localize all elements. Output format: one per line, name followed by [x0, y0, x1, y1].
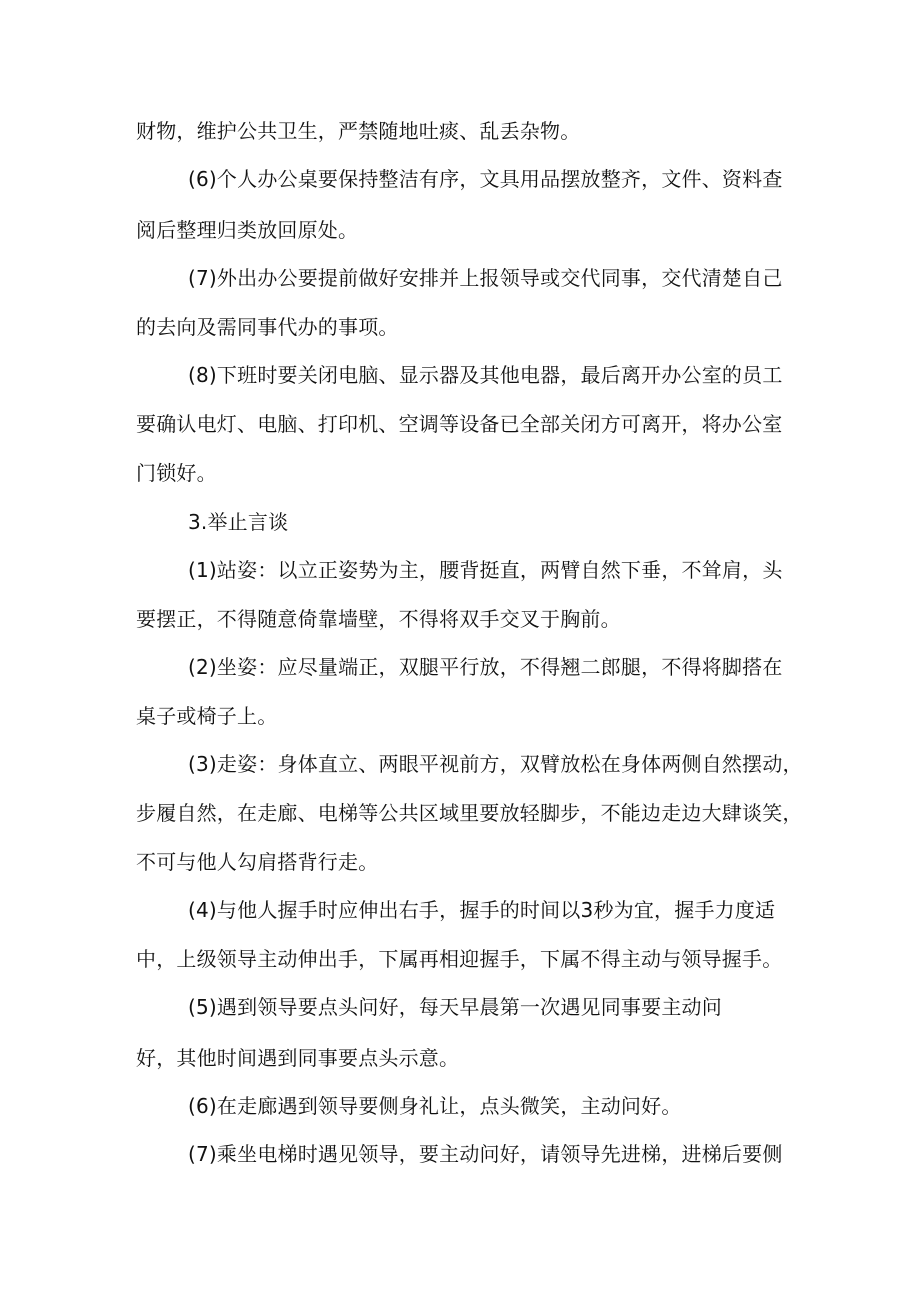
text-line: 要摆正，不得随意倚靠墙壁，不得将双手交叉于胸前。 [136, 607, 621, 631]
text-line: (4)与他人握手时应伸出右手，握手的时间以3秒为宜，握手力度适 [188, 898, 776, 922]
text-line: 中，上级领导主动伸出手，下属再相迎握手，下属不得主动与领导握手。 [136, 947, 783, 971]
text-line: (2)坐姿：应尽量端正，双腿平行放，不得翘二郎腿，不得将脚搭在 [188, 655, 783, 679]
text-line: (3)走姿：身体直立、两眼平视前方，双臂放松在身体两侧自然摆动， [188, 752, 803, 776]
text-line: (8)下班时要关闭电脑、显示器及其他电器，最后离开办公室的员工 [188, 363, 783, 387]
text-line: (7)乘坐电梯时遇见领导，要主动问好，请领导先进梯，进梯后要侧 [188, 1142, 783, 1166]
text-line: 财物，维护公共卫生，严禁随地吐痰、乱丢杂物。 [136, 119, 581, 143]
text-line: 不可与他人勾肩搭背行走。 [136, 850, 379, 874]
text-line: (5)遇到领导要点头问好，每天早晨第一次遇见同事要主动问 [188, 995, 722, 1019]
section-heading: 3.举止言谈 [188, 510, 289, 534]
text-line: 要确认电灯、电脑、打印机、空调等设备已全部关闭方可离开，将办公室 [136, 412, 783, 436]
text-line: 的去向及需同事代办的事项。 [136, 315, 399, 339]
text-line: 桌子或椅子上。 [136, 704, 278, 728]
text-line: (6)在走廊遇到领导要侧身礼让，点头微笑，主动问好。 [188, 1094, 682, 1118]
text-line: 步履自然，在走廊、电梯等公共区域里要放轻脚步，不能边走边大肆谈笑， [136, 801, 803, 825]
text-line: (1)站姿：以立正姿势为主，腰背挺直，两臂自然下垂，不耸肩，头 [188, 558, 783, 582]
text-line: 门锁好。 [136, 461, 217, 485]
text-line: (6)个人办公桌要保持整洁有序，文具用品摆放整齐，文件、资料查 [188, 167, 783, 191]
text-line: 好，其他时间遇到同事要点头示意。 [136, 1046, 460, 1070]
text-line: 阅后整理归类放回原处。 [136, 218, 359, 242]
text-line: (7)外出办公要提前做好安排并上报领导或交代同事，交代清楚自己 [188, 266, 783, 290]
